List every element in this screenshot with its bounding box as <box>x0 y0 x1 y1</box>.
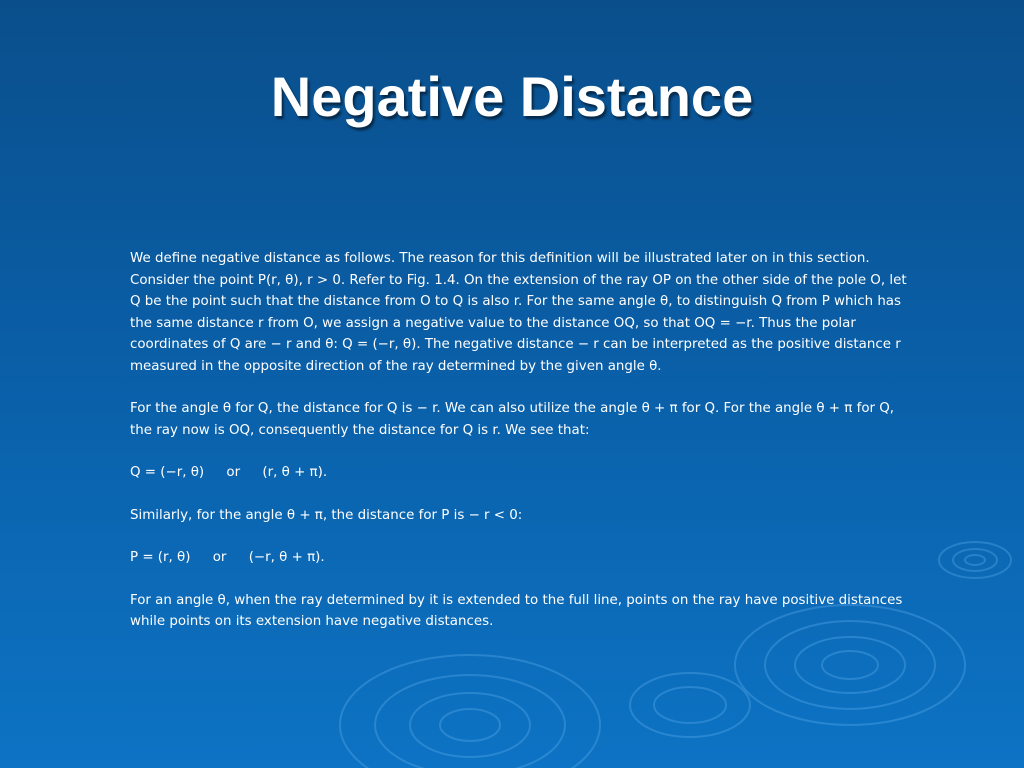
equation-q-left: Q = (−r, θ) <box>130 465 205 480</box>
equation-q-right: (r, θ + π). <box>262 465 328 480</box>
slide-body <box>130 248 920 654</box>
equation-q <box>130 462 920 484</box>
equation-q-or: or <box>226 465 241 480</box>
paragraph-definition: We define negative distance as follows. The reason for this definition will be illustrated later on in this section. Consider the point P(r, θ), r > 0. Refer to Fig. 1.4. On the extension of the ray OP on the other side of the pole O, let Q be the point such that the distance from O to Q is also r. For the same angle θ, to distinguish Q from P which has the same distance r from O, we assign a negative value to the distance OQ, so that OQ = −r. Thus the polar coordinates of Q are − r and θ: Q = (−r, θ). The negative distance − r can be interpreted as the positive distance r measured in the opposite direction of the ray determined by the given angle θ. <box>130 251 907 374</box>
equation-p-left: P = (r, θ) <box>130 550 191 565</box>
equation-p-or: or <box>212 550 227 565</box>
paragraph-angle-shift: For the angle θ for Q, the distance for Q is − r. We can also utilize the angle θ + π for Q. For the angle θ + π for Q, the ray now is OQ, consequently the distance for Q is r. We see that: <box>130 401 895 438</box>
slide-title: Negative Distance <box>270 65 754 128</box>
equation-p <box>130 547 920 569</box>
equation-p-right: (−r, θ + π). <box>248 550 325 565</box>
paragraph-conclusion: For an angle θ, when the ray determined by it is extended to the full line, points on the ray have positive distances while points on its extension have negative distances. <box>130 592 903 629</box>
paragraph-similarly: Similarly, for the angle θ + π, the distance for P is − r < 0: <box>130 507 523 523</box>
